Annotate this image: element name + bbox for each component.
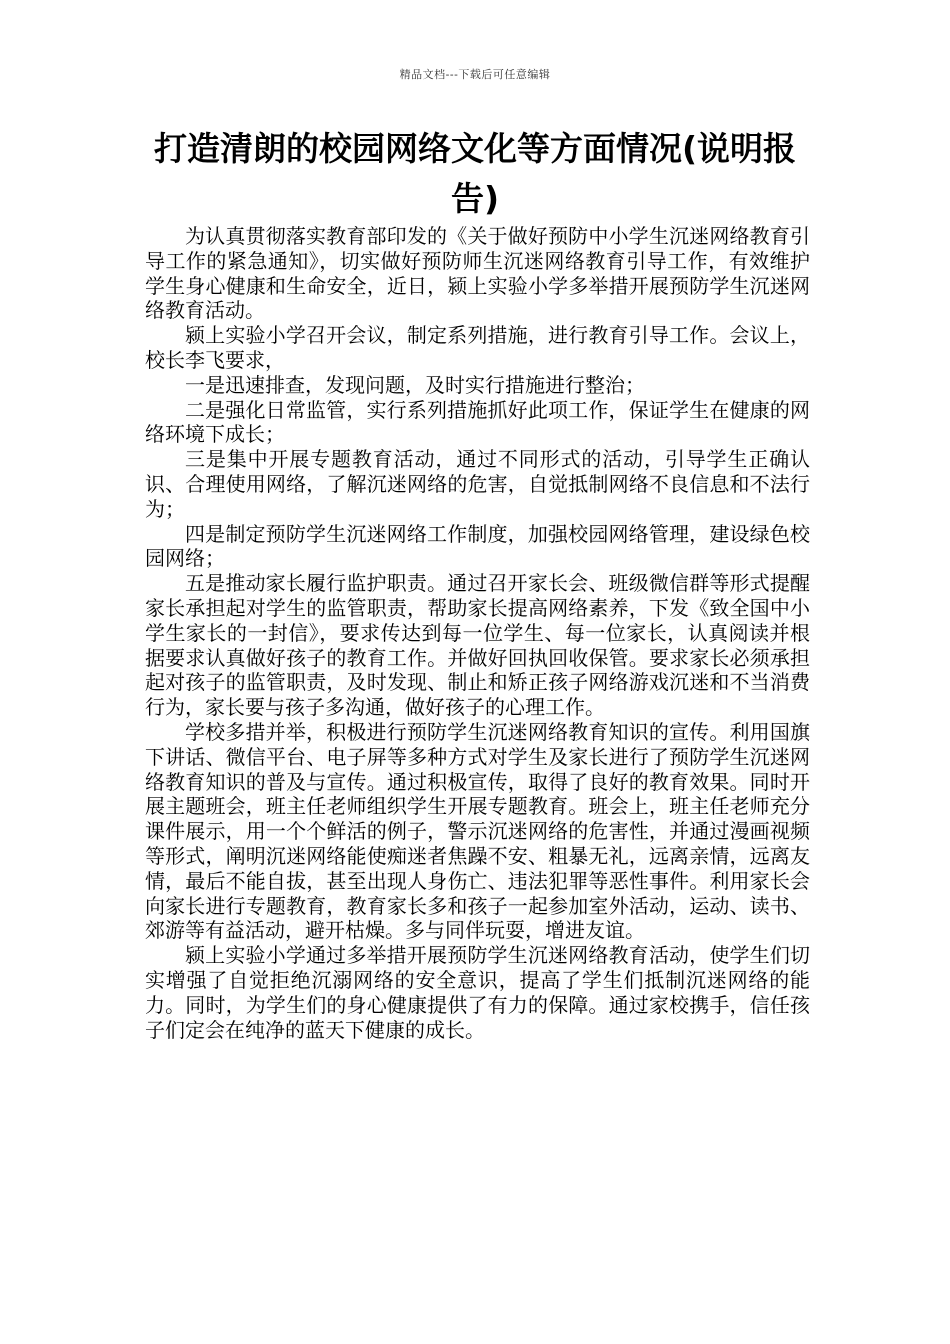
paragraph: 五是推动家长履行监护职责。通过召开家长会、班级微信群等形式提醒家长承担起对学生的监管职责，帮助家长提高网络素养，下发《致全国中小学生家长的一封信》，要求传达到每一位学生、每一位家长，认真阅读并根据要求认真做好孩子的教育工作。并做好回执回收保管。要求家长必须承担起对孩子的监管职责，及时发现、制止和矫正孩子网络游戏沉迷和不当消费行为，家长要与孩子多沟通，做好孩子的心理工作。 bbox=[145, 571, 810, 720]
paragraph: 颍上实验小学通过多举措开展预防学生沉迷网络教育活动，使学生们切实增强了自觉拒绝沉溺网络的安全意识，提高了学生们抵制沉迷网络的能力。同时，为学生们的身心健康提供了有力的保障。通过家校携手，信任孩子们定会在纯净的蓝天下健康的成长。 bbox=[145, 943, 810, 1042]
paragraph: 学校多措并举，积极进行预防学生沉迷网络教育知识的宣传。利用国旗下讲话、微信平台、电子屏等多种方式对学生及家长进行了预防学生沉迷网络教育知识的普及与宣传。通过积极宣传，取得了良好的教育效果。同时开展主题班会，班主任老师组织学生开展专题教育。班会上，班主任老师充分课件展示，用一个个鲜活的例子，警示沉迷网络的危害性，并通过漫画视频等形式，阐明沉迷网络能使痴迷者焦躁不安、粗暴无礼，远离亲情，远离友情，最后不能自拔，甚至出现人身伤亡、违法犯罪等恶性事件。利用家长会向家长进行专题教育，教育家长多和孩子一起参加室外活动，运动、读书、郊游等有益活动，避开枯燥。多与同伴玩耍，增进友谊。 bbox=[145, 719, 810, 943]
paragraph: 二是强化日常监管，实行系列措施抓好此项工作，保证学生在健康的网络环境下成长； bbox=[145, 397, 810, 447]
page-header: 精品文档---下载后可任意编辑 bbox=[399, 68, 551, 81]
paragraph: 三是集中开展专题教育活动，通过不同形式的活动，引导学生正确认识、合理使用网络，了解沉迷网络的危害，自觉抵制网络不良信息和不法行为； bbox=[145, 447, 810, 521]
paragraph: 颍上实验小学召开会议，制定系列措施，进行教育引导工作。会议上，校长李飞要求， bbox=[145, 323, 810, 372]
paragraph: 四是制定预防学生沉迷网络工作制度，加强校园网络管理，建设绿色校园网络； bbox=[145, 521, 810, 571]
paragraph: 一是迅速排查，发现问题，及时实行措施进行整治； bbox=[185, 372, 645, 397]
document-title: 打造清朗的校园网络文化等方面情况(说明报告) bbox=[153, 129, 797, 218]
paragraph: 为认真贯彻落实教育部印发的《关于做好预防中小学生沉迷网络教育引导工作的紧急通知》，切实做好预防师生沉迷网络教育引导工作，有效维护学生身心健康和生命安全，近日，颍上实验小学多举措开展预防学生沉迷网络教育活动。 bbox=[145, 224, 810, 323]
document-body bbox=[145, 224, 810, 1042]
